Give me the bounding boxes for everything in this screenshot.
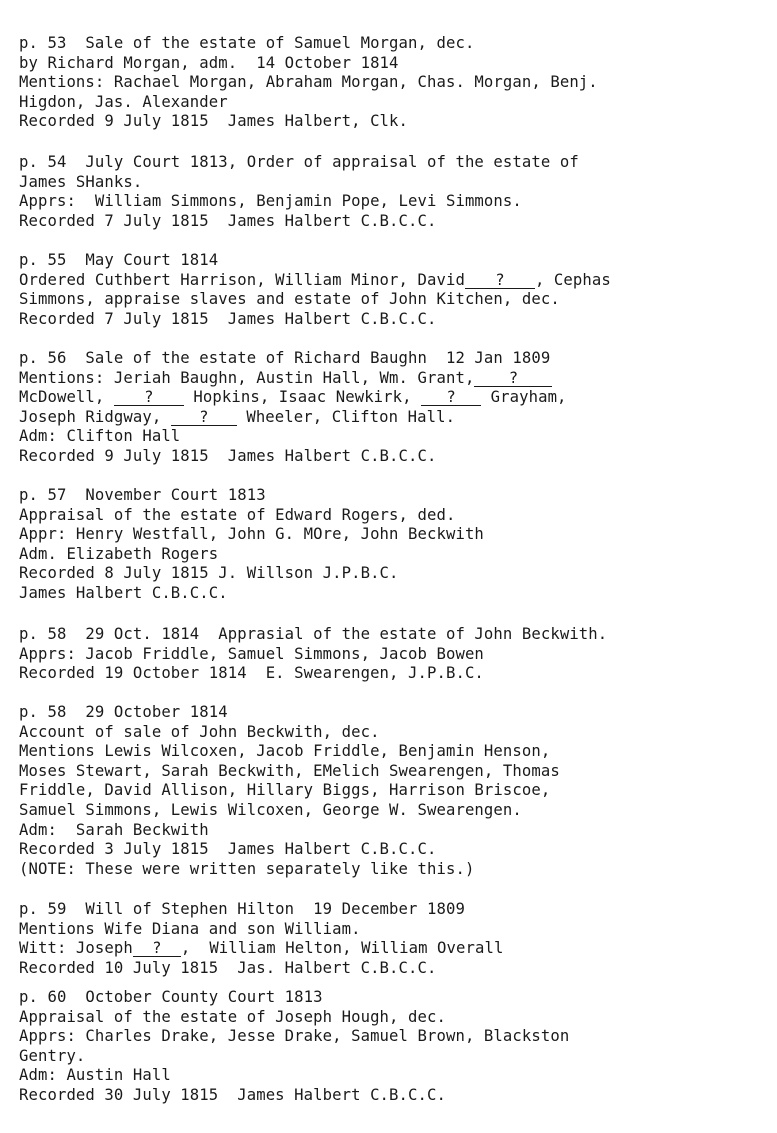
- entry-line: [19, 939, 764, 959]
- entry-line: Adm: Sarah Beckwith: [19, 820, 209, 839]
- entry-line: p. 58 29 Oct. 1814 Apprasial of the estate of John Beckwith.: [19, 625, 608, 643]
- entry-text: Hopkins, Isaac Newkirk,: [193, 388, 412, 407]
- entry-text: Grayham,: [490, 388, 567, 407]
- entry-line: p. 55 May Court 1814: [19, 251, 219, 269]
- entry-p53: [19, 34, 764, 132]
- entry-line: [19, 388, 764, 408]
- entry-line: Recorded 30 July 1815 James Halbert C.B.C.C.: [19, 1085, 446, 1104]
- unknown-name-blank: ?: [114, 389, 184, 406]
- entry-line: Mentions: Rachael Morgan, Abraham Morgan, Chas. Morgan, Benj.: [19, 73, 598, 92]
- entry-line: Appraisal of the estate of Joseph Hough, dec.: [19, 1007, 446, 1026]
- entry-p58-sale: [19, 703, 764, 879]
- entry-text: Ordered Cuthbert Harrison, William Minor, David: [19, 270, 465, 289]
- entry-line: Recorded 9 July 1815 James Halbert, Clk.: [19, 112, 409, 131]
- entry-line: Simmons, appraise slaves and estate of John Kitchen, dec.: [19, 290, 560, 309]
- entry-p58-appraisal: [19, 625, 764, 684]
- entry-line: Apprs: Jacob Friddle, Samuel Simmons, Jacob Bowen: [19, 644, 484, 663]
- entry-text: Joseph Ridgway,: [19, 407, 162, 426]
- entry-line: James Halbert C.B.C.C.: [19, 583, 228, 602]
- entry-line: p. 53 Sale of the estate of Samuel Morgan, dec.: [19, 34, 475, 52]
- unknown-name-blank: ?: [421, 389, 481, 406]
- entry-line: Apprs: Charles Drake, Jesse Drake, Samuel Brown, Blackston: [19, 1027, 570, 1046]
- entry-line: Appr: Henry Westfall, John G. MOre, John Beckwith: [19, 525, 484, 544]
- entry-line: Gentry.: [19, 1046, 86, 1065]
- entry-line: (NOTE: These were written separately like this.): [19, 859, 475, 878]
- entry-p60: [19, 988, 764, 1106]
- entry-p57: [19, 486, 764, 604]
- entry-line: Account of sale of John Beckwith, dec.: [19, 722, 380, 741]
- entry-line: by Richard Morgan, adm. 14 October 1814: [19, 53, 399, 72]
- entry-line: p. 54 July Court 1813, Order of appraisal of the estate of: [19, 153, 579, 171]
- entry-p55: [19, 251, 764, 329]
- unknown-name-blank: ?: [171, 409, 237, 426]
- entry-line: Mentions Wife Diana and son William.: [19, 919, 361, 938]
- entry-line: Adm. Elizabeth Rogers: [19, 544, 219, 563]
- entry-line: Recorded 19 October 1814 E. Swearengen, J.P.B.C.: [19, 664, 484, 683]
- entry-text: Mentions: Jeriah Baughn, Austin Hall, Wm. Grant,: [19, 368, 475, 387]
- entry-line: Mentions Lewis Wilcoxen, Jacob Friddle, Benjamin Henson,: [19, 742, 551, 761]
- entry-line: James SHanks.: [19, 172, 143, 191]
- entry-line: p. 57 November Court 1813: [19, 486, 266, 504]
- entry-text: Wheeler, Clifton Hall.: [246, 407, 456, 426]
- entry-line: p. 58 29 October 1814: [19, 703, 228, 721]
- entry-text: Witt: Joseph: [19, 939, 133, 958]
- entry-p56: [19, 349, 764, 467]
- entry-line: [19, 369, 764, 389]
- entry-p54: [19, 153, 764, 231]
- entry-line: [19, 271, 764, 291]
- entry-line: Recorded 7 July 1815 James Halbert C.B.C.C.: [19, 211, 437, 230]
- entry-line: Moses Stewart, Sarah Beckwith, EMelich Swearengen, Thomas: [19, 761, 560, 780]
- entry-line: p. 59 Will of Stephen Hilton 19 December 1809: [19, 900, 465, 918]
- entry-line: Recorded 9 July 1815 James Halbert C.B.C.C.: [19, 446, 437, 465]
- entry-text: , William Helton, William Overall: [180, 939, 504, 958]
- entry-line: Apprs: William Simmons, Benjamin Pope, Levi Simmons.: [19, 192, 522, 211]
- unknown-name-blank: ?: [474, 370, 552, 387]
- entry-line: Recorded 8 July 1815 J. Willson J.P.B.C.: [19, 564, 399, 583]
- unknown-name-blank: ?: [133, 940, 181, 957]
- entry-line: Recorded 10 July 1815 Jas. Halbert C.B.C.C.: [19, 958, 437, 977]
- entry-line: p. 56 Sale of the estate of Richard Baughn 12 Jan 1809: [19, 349, 551, 367]
- entry-line: Recorded 7 July 1815 James Halbert C.B.C.C.: [19, 309, 437, 328]
- entry-p59: [19, 900, 764, 978]
- entry-line: Appraisal of the estate of Edward Rogers, ded.: [19, 505, 456, 524]
- entry-line: Friddle, David Allison, Hillary Biggs, Harrison Briscoe,: [19, 781, 551, 800]
- entry-line: Adm: Austin Hall: [19, 1066, 171, 1085]
- entry-text: McDowell,: [19, 388, 105, 407]
- entry-line: Higdon, Jas. Alexander: [19, 92, 228, 111]
- entry-line: Recorded 3 July 1815 James Halbert C.B.C.C.: [19, 840, 437, 859]
- entry-text: , Cephas: [534, 270, 611, 289]
- entry-line: Samuel Simmons, Lewis Wilcoxen, George W. Swearengen.: [19, 800, 522, 819]
- entry-line: p. 60 October County Court 1813: [19, 988, 323, 1006]
- unknown-name-blank: ?: [465, 272, 535, 289]
- entry-line: Adm: Clifton Hall: [19, 427, 181, 446]
- entry-line: [19, 408, 764, 428]
